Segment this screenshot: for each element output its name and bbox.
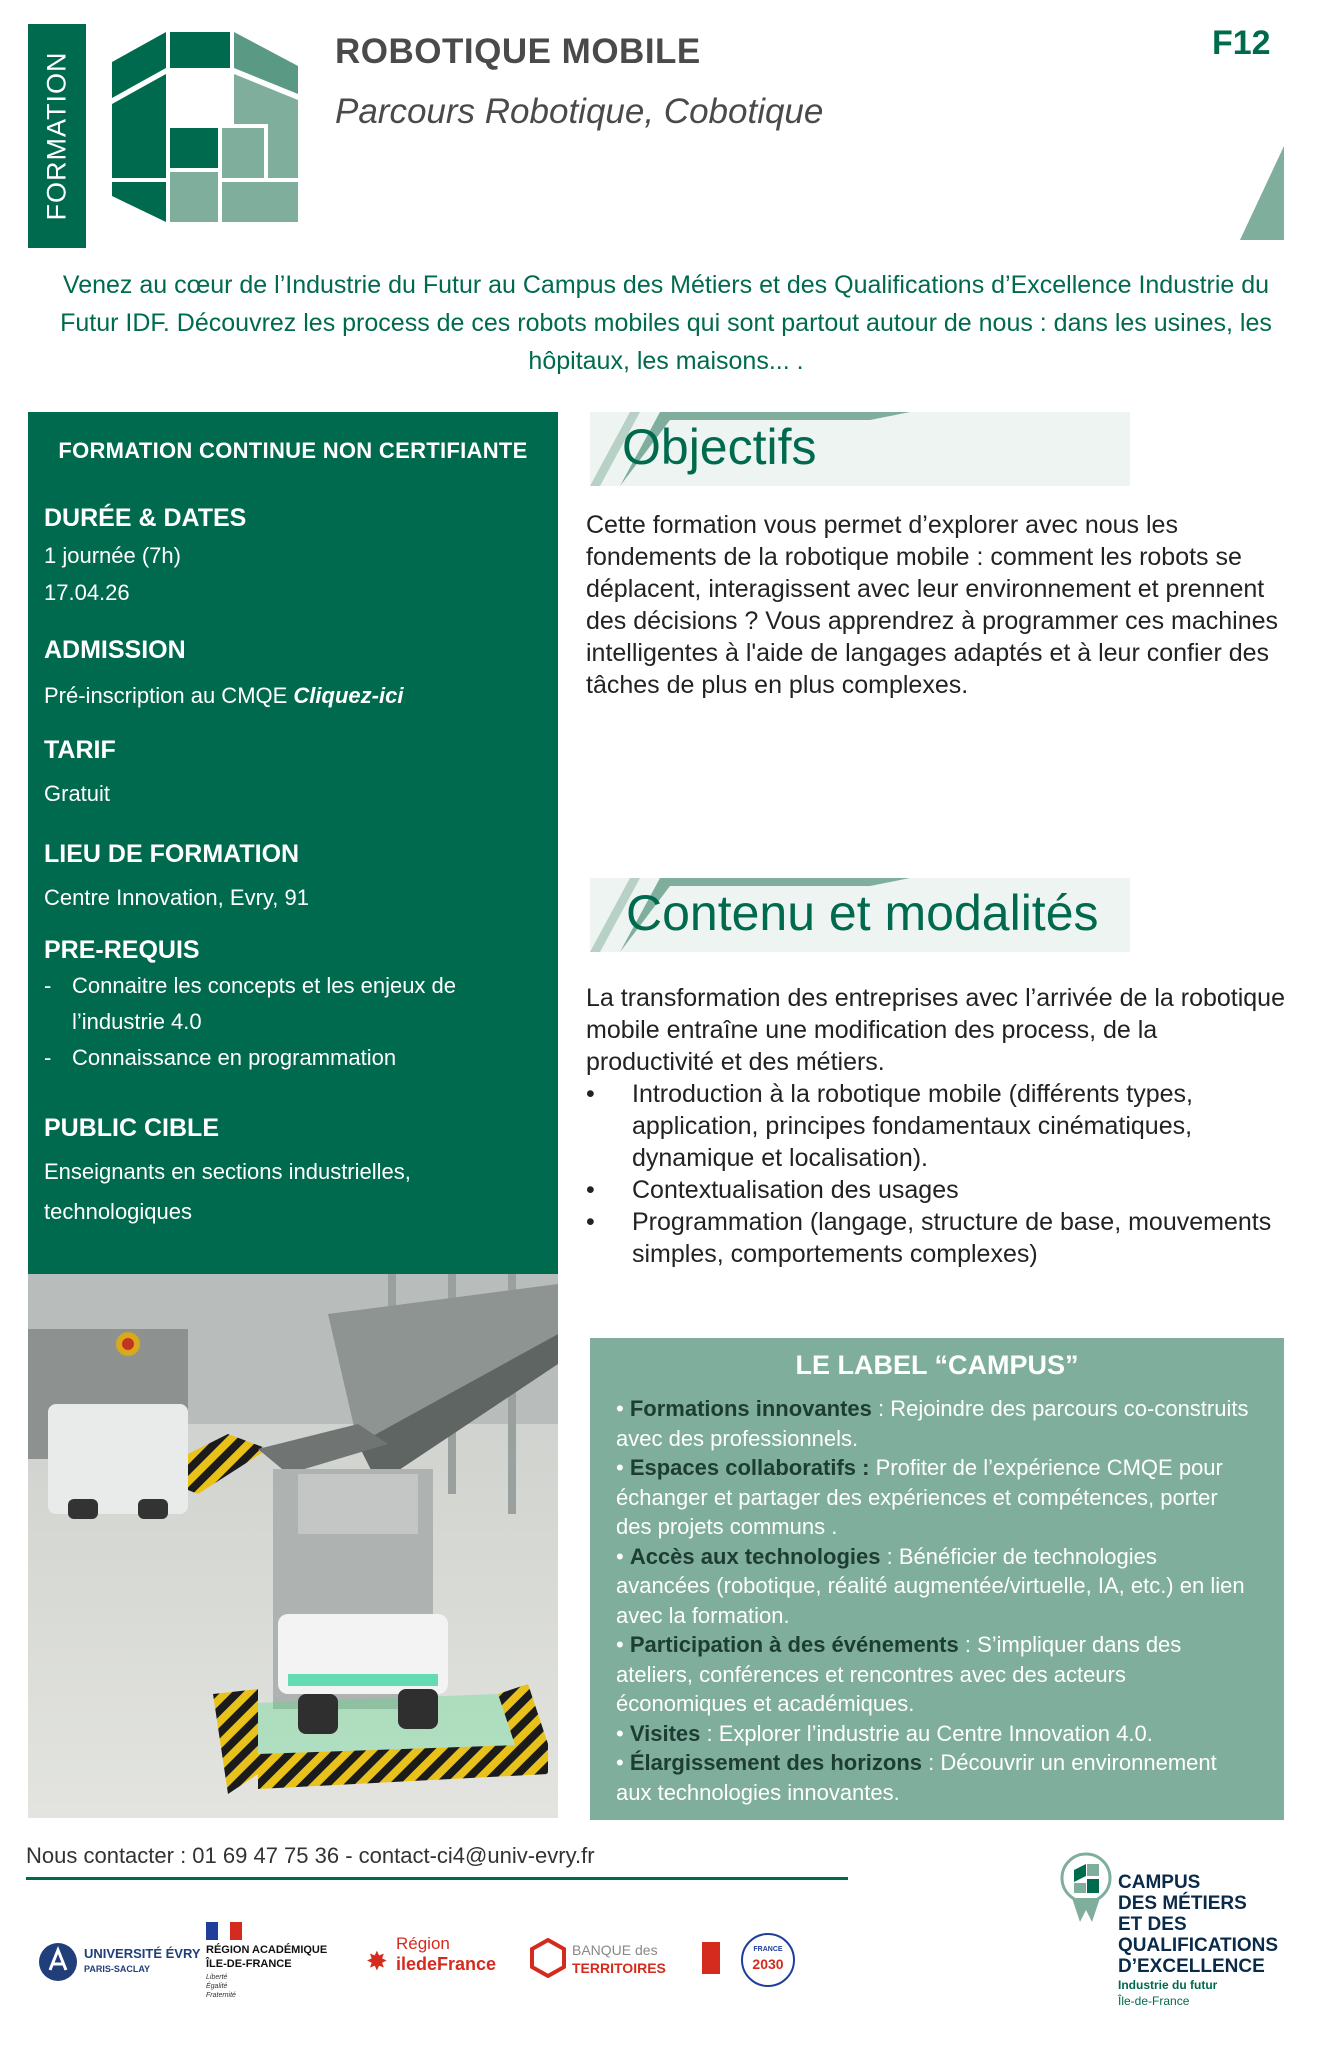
prereq-list [44, 968, 528, 1076]
france-year: 2030 [752, 1956, 784, 1972]
label-item-title: Visites [629, 1720, 701, 1746]
admission-row [44, 678, 403, 714]
label-item-title: Espaces collaboratifs : [629, 1455, 870, 1480]
objectifs-text: Cette formation vous permet d’explorer avec nous les fondements de la robotique mobile : comment les robots se déplacent, interagissent avec leur environnement et prennent des décisions ? Vous apprendrez à programmer ces machines intelligentes à l'aide de langages adaptés et à leur confier des tâches de plus en plus complexes. [586, 511, 1279, 699]
region-academique-sub: ÎLE-DE-FRANCE [206, 1958, 292, 1970]
region-academique-name: RÉGION ACADÉMIQUE [206, 1944, 328, 1956]
prereq-item: - Connaitre les concepts et les enjeux de l’industrie 4.0 [44, 968, 528, 1040]
contenu-item: • Programmation (langage, structure de base, mouvements simples, comportements complexes) [586, 1206, 1286, 1270]
formation-band [28, 24, 86, 248]
course-code: F12 [1212, 24, 1271, 62]
contenu-text: La transformation des entreprises avec l’arrivée de la robotique mobile entraîne une modification des process, de la productivité et des métiers. [586, 984, 1285, 1076]
star-icon: ✸ [366, 1946, 388, 1976]
univ-evry-sub: PARIS-SACLAY [84, 1964, 151, 1974]
campus-cube-logo [108, 28, 304, 226]
corner-triangle [1240, 146, 1284, 240]
region-academique-logo [206, 1922, 356, 2012]
label-campus-box [590, 1338, 1284, 1820]
label-item: • Visites : Explorer l’industrie au Centre Innovation 4.0. [616, 1720, 1153, 1746]
public-value-2: technologiques [44, 1199, 193, 1224]
admission-text: Pré-inscription au CMQE [44, 683, 294, 708]
contact-info[interactable]: Nous contacter : 01 69 47 75 36 - contact-ci4@univ-evry.fr [26, 1843, 595, 1868]
banque-sub: TERRITOIRES [572, 1960, 666, 1976]
admission-heading: ADMISSION [44, 636, 186, 664]
label-item-text: : Bénéficier de technologies avancées (robotique, réalité augmentée/virtuelle, IA, etc.) en lien avec la formation. [616, 1543, 1245, 1628]
label-item-title: Participation à des événements [629, 1632, 959, 1657]
campus-line-7: Île-de-France [1118, 1994, 1190, 2008]
label-item-text: : Découvrir un environnement aux technologies innovantes. [616, 1750, 1217, 1805]
contenu-title: Contenu et modalités [626, 885, 1099, 941]
tarif-heading: TARIF [44, 736, 116, 764]
label-item-text: : Rejoindre des parcours co-construits avec des professionnels. [616, 1396, 1249, 1451]
french-flag-icon [206, 1922, 242, 1940]
label-item: • Élargissement des horizons : Découvrir un environnement aux technologies innovantes. [616, 1750, 1217, 1805]
contact-divider [26, 1877, 848, 1880]
label-item-text: : Explorer l’industrie au Centre Innovation 4.0. [700, 1720, 1153, 1746]
campus-ribbon-logo [1058, 1852, 1114, 1924]
intro-text: Venez au cœur de l’Industrie du Futur au Campus des Métiers et des Qualifications d’Excellence Industrie du Futur IDF. Découvrez les process de ces robots mobiles qui sont partout autour de nous : dans les usines, les hôpitaux, les maisons... . [60, 271, 1272, 375]
label-item: • Accès aux technologies : Bénéficier de technologies avancées (robotique, réalité augmentée/virtuelle, IA, etc.) en lien avec la formation. [616, 1543, 1245, 1628]
contenu-list [586, 1078, 1286, 1270]
tarif-value: Gratuit [44, 781, 111, 806]
campus-line-1: CAMPUS [1118, 1872, 1201, 1893]
label-item: • Espaces collaboratifs : Profiter de l’expérience CMQE pour échanger et partager des expériences et compétences, porter des projets communs . [616, 1455, 1223, 1539]
info-panel [28, 412, 558, 1274]
banque-name: BANQUE des [572, 1942, 658, 1958]
label-campus-list [616, 1394, 1256, 1807]
objectifs-title: Objectifs [622, 419, 817, 475]
campus-line-2: DES MÉTIERS [1118, 1893, 1247, 1914]
univ-evry-logo [38, 1940, 201, 1984]
page-subtitle: Parcours Robotique, Cobotique [335, 92, 824, 131]
campus-line-6: Industrie du futur [1118, 1978, 1218, 1992]
univ-evry-name: UNIVERSITÉ ÉVRY [84, 1946, 201, 1961]
label-item-text: : S’impliquer dans des ateliers, conférences et rencontres avec des acteurs économiques et académiques. [616, 1632, 1182, 1716]
region-idf-name: iledeFrance [396, 1954, 497, 1974]
dates-value: 17.04.26 [44, 580, 130, 605]
campus-line-4: QUALIFICATIONS [1118, 1935, 1279, 1956]
campus-line-5: D’EXCELLENCE [1118, 1956, 1265, 1977]
admission-link[interactable]: Cliquez-ici [293, 683, 404, 708]
label-item: • Formations innovantes : Rejoindre des parcours co-construits avec des professionnels. [616, 1396, 1249, 1451]
label-item-title: Formations innovantes [629, 1396, 872, 1421]
banque-territoires-logo [530, 1936, 720, 1982]
france-label: FRANCE [753, 1946, 783, 1953]
campus-text-block [1118, 1872, 1288, 2009]
contenu-body [586, 982, 1286, 1270]
hexagon-icon [530, 1938, 566, 1978]
univ-evry-icon [38, 1940, 78, 1984]
prereq-heading: PRE-REQUIS [44, 936, 200, 964]
label-item-text: Profiter de l’expérience CMQE pour échanger et partager des expériences et compétences, porter des projets communs . [616, 1455, 1223, 1539]
prereq-item: - Connaissance en programmation [44, 1040, 528, 1076]
label-item: • Participation à des événements : S’impliquer dans des ateliers, conférences et rencontres avec des acteurs économiques et académiques. [616, 1632, 1182, 1716]
region-idf-logo [366, 1930, 516, 1990]
panel-heading: FORMATION CONTINUE NON CERTIFIANTE [58, 438, 528, 463]
public-heading: PUBLIC CIBLE [44, 1114, 219, 1142]
label-campus-title: LE LABEL “CAMPUS” [795, 1350, 1079, 1380]
france-2030-logo [740, 1932, 796, 1988]
lieu-heading: LIEU DE FORMATION [44, 840, 300, 868]
lieu-value: Centre Innovation, Evry, 91 [44, 885, 309, 910]
contenu-item: • Introduction à la robotique mobile (différents types, application, principes fondamentaux cinématiques, dynamique et localisation). [586, 1078, 1286, 1174]
label-item-title: Accès aux technologies [629, 1543, 881, 1569]
label-item-title: Élargissement des horizons [629, 1750, 923, 1775]
campus-line-3: ET DES [1118, 1914, 1187, 1935]
duration-value: 1 journée (7h) [44, 543, 181, 568]
motto-2: Égalité [206, 1983, 228, 1990]
duration-heading: DURÉE & DATES [44, 504, 247, 532]
mobile-robot-photo [28, 1274, 558, 1818]
motto-3: Fraternité [206, 1992, 236, 1999]
red-bar [702, 1942, 720, 1974]
region-idf-label: Région [396, 1934, 450, 1953]
formation-band-label: FORMATION [41, 51, 72, 221]
contenu-item: • Contextualisation des usages [586, 1174, 1286, 1206]
motto-1: Liberté [206, 1974, 228, 1981]
page-title: ROBOTIQUE MOBILE [335, 32, 701, 71]
public-value-1: Enseignants en sections industrielles, [44, 1159, 411, 1184]
